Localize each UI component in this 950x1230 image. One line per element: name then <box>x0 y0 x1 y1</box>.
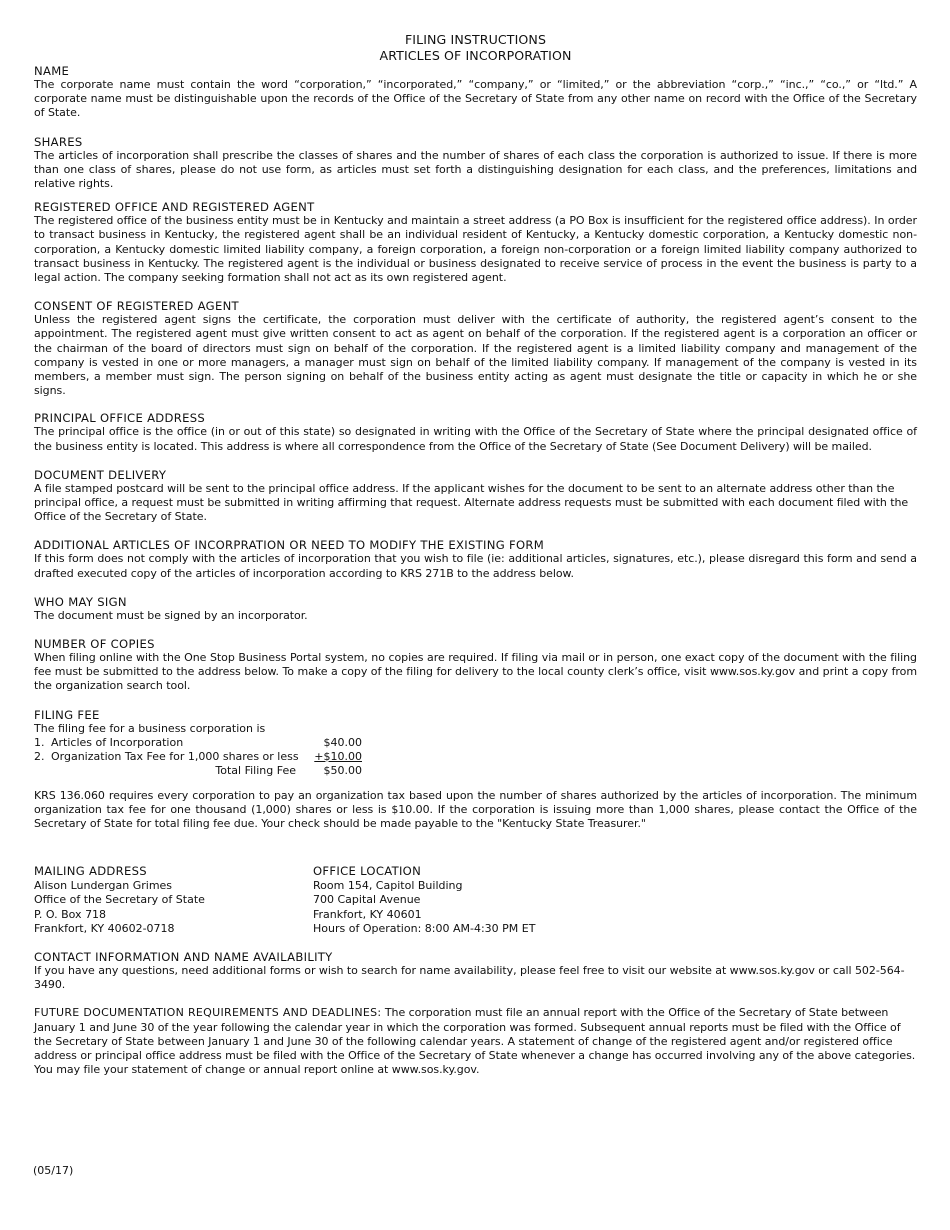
section-principal-office <box>34 411 917 453</box>
section-contact <box>34 950 917 992</box>
section-heading: CONTACT INFORMATION AND NAME AVAILABILITY <box>34 949 333 964</box>
mailing-address <box>34 864 313 936</box>
mailing-line: P. O. Box 718 <box>34 907 107 921</box>
section-heading: FILING FEE <box>34 707 100 722</box>
section-shares <box>34 135 917 192</box>
mailing-address-heading: MAILING ADDRESS <box>34 864 147 879</box>
document-title <box>34 32 917 64</box>
office-location <box>313 864 592 936</box>
office-location-heading: OFFICE LOCATION <box>313 864 422 879</box>
fee-label: Organization Tax Fee for 1,000 shares or less <box>51 750 299 764</box>
section-body: When filing online with the One Stop Business Portal system, no copies are required. If filing via mail or in person, one exact copy of the document with the filing fee must be submitted to the address below. To make a copy of the filing for delivery to the local county clerk’s office, visit www.sos.ky.gov and print a copy from the organization search tool. <box>34 651 917 693</box>
fee-table <box>34 722 917 779</box>
office-line: Hours of Operation: 8:00 AM-4:30 PM ET <box>313 921 536 935</box>
mailing-line: Frankfort, KY 40602-0718 <box>34 921 175 935</box>
fee-total-row <box>34 764 362 778</box>
fee-amount: $40.00 <box>323 735 362 749</box>
fee-amount: +$10.00 <box>314 750 362 764</box>
section-future-requirements <box>34 1006 917 1077</box>
title-line-1: FILING INSTRUCTIONS <box>404 32 547 47</box>
section-heading: PRINCIPAL OFFICE ADDRESS <box>34 411 206 426</box>
address-block <box>34 864 917 936</box>
section-number-of-copies <box>34 637 917 694</box>
section-heading: FUTURE DOCUMENTATION REQUIREMENTS AND DEADLINES: <box>34 1006 382 1020</box>
fee-label: Articles of Incorporation <box>51 735 184 749</box>
fee-total-label: Total Filing Fee <box>215 764 296 778</box>
section-heading: CONSENT OF REGISTERED AGENT <box>34 299 239 314</box>
form-revision-code: (05/17) <box>33 1164 74 1177</box>
section-name <box>34 64 917 121</box>
section-body: A file stamped postcard will be sent to the principal office address. If the applicant wishes for the document to be sent to an alternate address other than the principal office, a request must be submitted in writing affirming that request. Alternate address requests must be submitted with each document filed with the Office of the Secretary of State. <box>34 481 909 524</box>
section-body: The articles of incorporation shall prescribe the classes of shares and the number of shares of each class the corporation is authorized to issue. If there is more than one class of shares, please do not use form, as articles must set forth a distinguishing designation for each class, and the preferences, limitations and relative rights. <box>34 148 917 191</box>
fee-row <box>34 750 362 764</box>
section-heading: NAME <box>34 64 70 78</box>
section-body: If you have any questions, need additional forms or wish to search for name availability, please feel free to visit our website at www.sos.ky.gov or call 502-564-3490. <box>34 963 905 992</box>
section-body: The document must be signed by an incorporator. <box>34 608 308 622</box>
mailing-line: Alison Lundergan Grimes <box>34 879 173 893</box>
section-heading: NUMBER OF COPIES <box>34 637 155 652</box>
organization-tax-text: KRS 136.060 requires every corporation to pay an organization tax based upon the number of shares authorized by the articles of incorporation. The minimum organization tax fee for one thousand (1,000) shares or less is $10.00. If the corporation is issuing more than 1,000 shares, please contact the Office of the Secretary of State for total filing fee due. Your check should be made payable to the "Kentucky State Treasurer." <box>34 788 917 830</box>
fee-total-amount: $50.00 <box>323 764 362 778</box>
fee-number: 1. <box>34 735 45 749</box>
section-document-delivery <box>34 468 917 525</box>
section-body: Unless the registered agent signs the certificate, the corporation must deliver with the certificate of authority, the registered agent’s consent to the appointment. The registered agent must give written consent to act as agent on behalf of the corporation. If the registered agent is a corporation an officer or the chairman of the board of directors must sign on behalf of the corporation. If the registered agent is a limited liability company and management of the company is vested in one or more managers, a manager must sign on behalf of the limited liability company. If management of the company is vested in its members, a member must sign. The person signing on behalf of the business entity acting as agent must designate the title or capacity in which he or she signs. <box>34 313 917 398</box>
section-body: The registered office of the business entity must be in Kentucky and maintain a street address (a PO Box is insufficient for the registered office address). In order to transact business in Kentucky, the registered agent shall be an individual resident of Kentucky, a Kentucky domestic corporation, a Kentucky domestic non-corporation, a Kentucky domestic limited liability company, a foreign corporation, a foreign non-corporation or a foreign limited liability company authorized to transact business in Kentucky. The registered agent is the individual or business designated to receive service of process in the event the business is party to a legal action. The company seeking formation shall not act as its own registered agent. <box>34 214 917 285</box>
section-additional-articles <box>34 538 917 580</box>
title-line-2: ARTICLES OF INCORPORATION <box>379 48 572 63</box>
instructions-page <box>34 32 917 1077</box>
section-heading: DOCUMENT DELIVERY <box>34 467 167 482</box>
section-heading: ADDITIONAL ARTICLES OF INCORPRATION OR NEED TO MODIFY THE EXISTING FORM <box>34 538 545 553</box>
office-line: Frankfort, KY 40601 <box>313 907 422 921</box>
section-body: The corporation must file an annual report with the Office of the Secretary of State between January 1 and June 30 of the year following the calendar year in which the corporation was formed. Subsequent annual reports must be filed with the Office of the Secretary of State between January 1 and June 30 of the following calendar years. A statement of change of the registered agent and/or registered office address or principal office address must be filed with the Office of the Secretary of State whenever a change has occurred involving any of the above categories. You may file your statement of change or annual report online at www.sos.ky.gov. <box>34 1006 916 1077</box>
office-line: Room 154, Capitol Building <box>313 879 463 893</box>
section-filing-fee <box>34 708 917 831</box>
section-consent <box>34 299 917 398</box>
fee-row <box>34 736 362 750</box>
section-heading: SHARES <box>34 134 83 149</box>
section-registered-office <box>34 200 917 285</box>
section-body: The principal office is the office (in or out of this state) so designated in writing with the Office of the Secretary of State where the principal designated office of the business entity is located. This address is where all correspondence from the Office of the Secretary of State (See Document Delivery) will be mailed. <box>34 425 917 453</box>
fee-intro: The filing fee for a business corporation is <box>34 721 266 735</box>
section-body: The corporate name must contain the word “corporation,” “incorporated,” “company,” or “limited,” or the abbreviation “corp.,” “inc.,” “co.,” or “ltd.” A corporate name must be distinguishable upon the records of the Office of the Secretary of State from any other name on record with the Office of the Secretary of State. <box>34 78 917 120</box>
section-heading: WHO MAY SIGN <box>34 594 127 609</box>
section-body: If this form does not comply with the articles of incorporation that you wish to file (ie: additional articles, signatures, etc.), please disregard this form and send a drafted executed copy of the articles of incorporation according to KRS 271B to the address below. <box>34 552 917 580</box>
section-heading: REGISTERED OFFICE AND REGISTERED AGENT <box>34 200 315 215</box>
mailing-line: Office of the Secretary of State <box>34 893 205 907</box>
office-line: 700 Capital Avenue <box>313 893 421 907</box>
section-who-may-sign <box>34 595 917 623</box>
fee-number: 2. <box>34 750 45 764</box>
